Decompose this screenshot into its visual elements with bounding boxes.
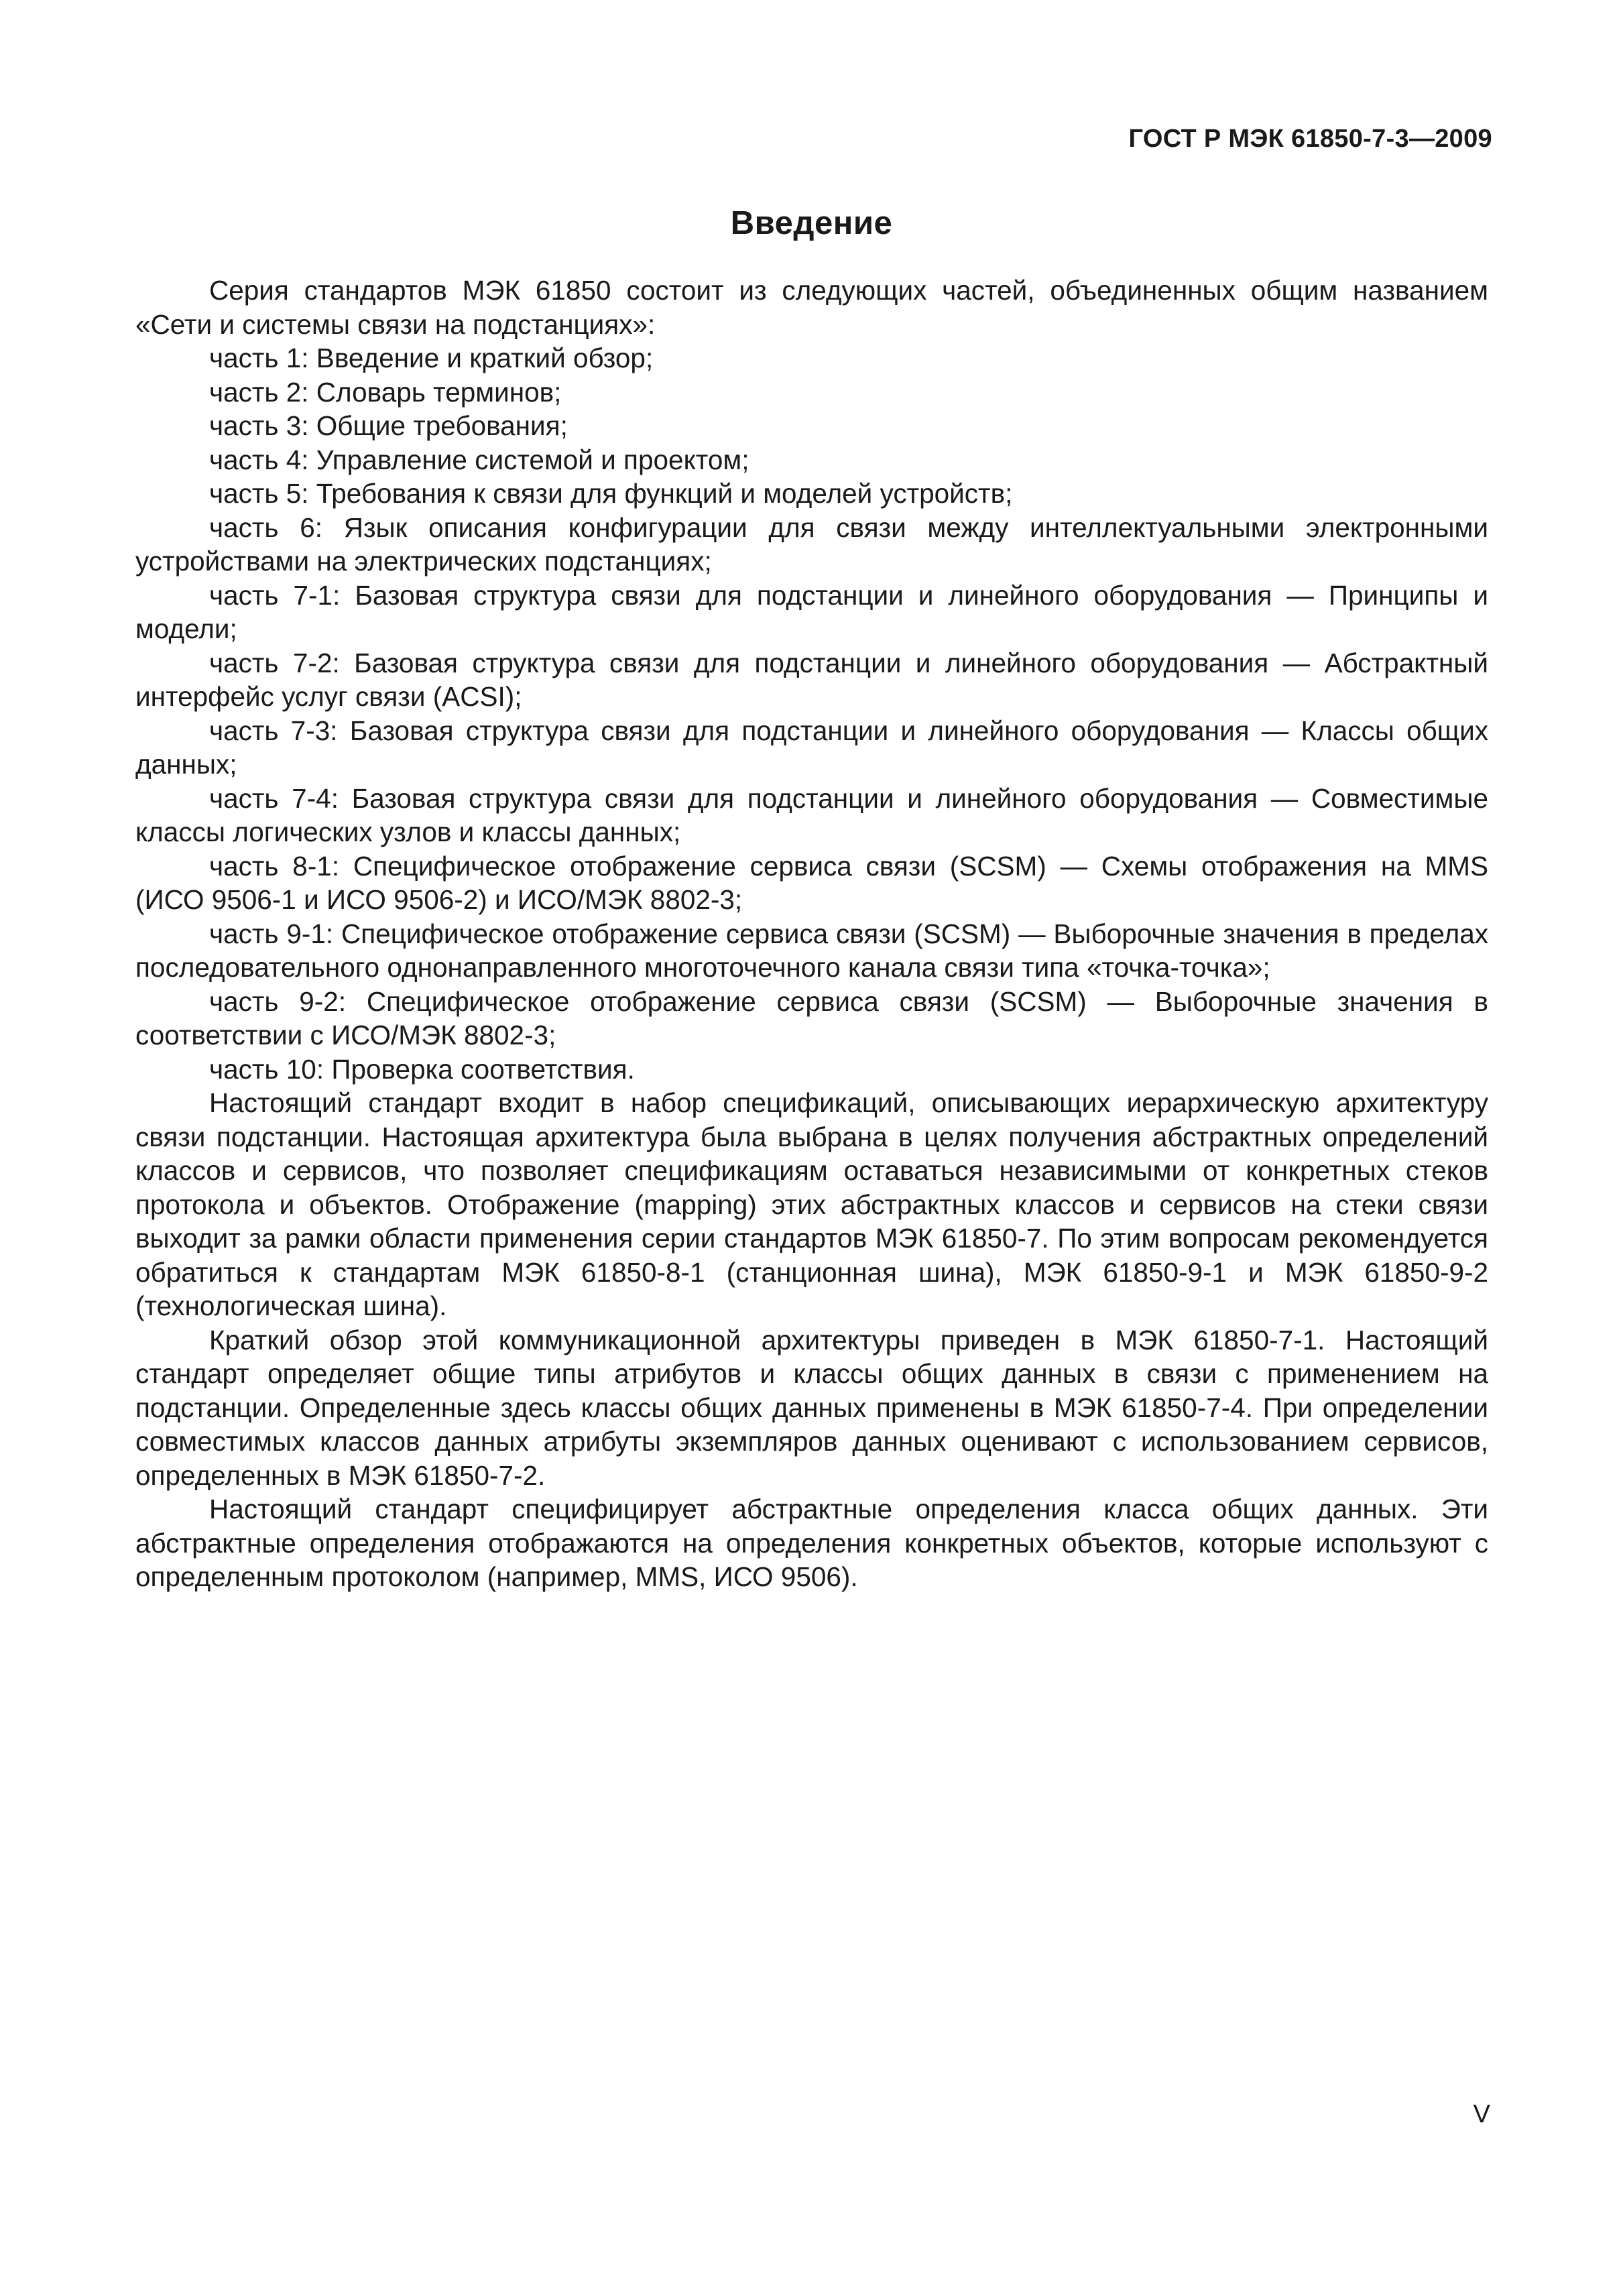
body-text bbox=[135, 274, 1488, 1594]
paragraph: Настоящий стандарт входит в набор спецификаций, описывающих иерархическую архитектуру связи подстанции. Настоящая архитектура была выбрана в целях получения абстрактных определений классов и сервисов, что позволяет спецификациям оставаться независимыми от конкретных стеков протокола и объектов. Отображение (mapping) этих абстрактных классов и сервисов на стеки связи выходит за рамки области применения серии стандартов МЭК 61850-7. По этим вопросам рекомендуется обратиться к стандартам МЭК 61850-8-1 (станционная шина), МЭК 61850-9-1 и МЭК 61850-9-2 (технологическая шина). bbox=[135, 1087, 1488, 1321]
list-item: часть 6: Язык описания конфигурации для связи между интеллектуальными электронными устройствами на электрических подстанциях; bbox=[135, 511, 1488, 577]
list-item: часть 2: Словарь терминов; bbox=[209, 376, 562, 408]
list-item: часть 7-1: Базовая структура связи для подстанции и линейного оборудования — Принципы и модели; bbox=[135, 579, 1488, 644]
section-title: Введение bbox=[730, 205, 893, 241]
running-head: ГОСТ Р МЭК 61850-7-3—2009 bbox=[1128, 125, 1492, 153]
page-number: V bbox=[1473, 2100, 1490, 2128]
list-item: часть 1: Введение и краткий обзор; bbox=[209, 343, 654, 373]
list-item: часть 7-3: Базовая структура связи для подстанции и линейного оборудования — Классы общих данных; bbox=[135, 715, 1488, 780]
list-item: часть 10: Проверка соответствия. bbox=[209, 1053, 635, 1085]
list-item: часть 4: Управление системой и проектом; bbox=[209, 444, 749, 475]
paragraph: Серия стандартов МЭК 61850 состоит из следующих частей, объединенных общим названием «Сети и системы связи на подстанциях»: bbox=[135, 275, 1488, 340]
list-item: часть 9-2: Специфическое отображение сервиса связи (SCSM) — Выборочные значения в соответствии с ИСО/МЭК 8802-3; bbox=[135, 985, 1488, 1050]
list-item: часть 5: Требования к связи для функций и моделей устройств; bbox=[209, 478, 1013, 509]
list-item: часть 9-1: Специфическое отображение сервиса связи (SCSM) — Выборочные значения в пределах последовательного однонаправленного многоточечного канала связи типа «точка-точка»; bbox=[135, 918, 1488, 983]
list-item: часть 8-1: Специфическое отображение сервиса связи (SCSM) — Схемы отображения на MMS (ИСО 9506-1 и ИСО 9506-2) и ИСО/МЭК 8802-3; bbox=[135, 850, 1488, 915]
paragraph: Краткий обзор этой коммуникационной архитектуры приведен в МЭК 61850-7-1. Настоящий стандарт определяет общие типы атрибутов и классы общих данных в связи с применением на подстанции. Определенные здесь классы общих данных применены в МЭК 61850-7-4. При определении совместимых классов данных атрибуты экземпляров данных оценивают с использованием сервисов, определенных в МЭК 61850-7-2. bbox=[135, 1324, 1488, 1491]
list-item: часть 7-4: Базовая структура связи для подстанции и линейного оборудования — Совместимые классы логических узлов и классы данных; bbox=[135, 782, 1488, 847]
list-item: часть 3: Общие требования; bbox=[209, 410, 568, 441]
list-item: часть 7-2: Базовая структура связи для подстанции и линейного оборудования — Абстрактный интерфейс услуг связи (ACSI); bbox=[135, 647, 1488, 712]
paragraph: Настоящий стандарт специфицирует абстрактные определения класса общих данных. Эти абстрактные определения отображаются на определения конкретных объектов, которые используют с определенным протоколом (например, MMS, ИСО 9506). bbox=[135, 1494, 1488, 1592]
